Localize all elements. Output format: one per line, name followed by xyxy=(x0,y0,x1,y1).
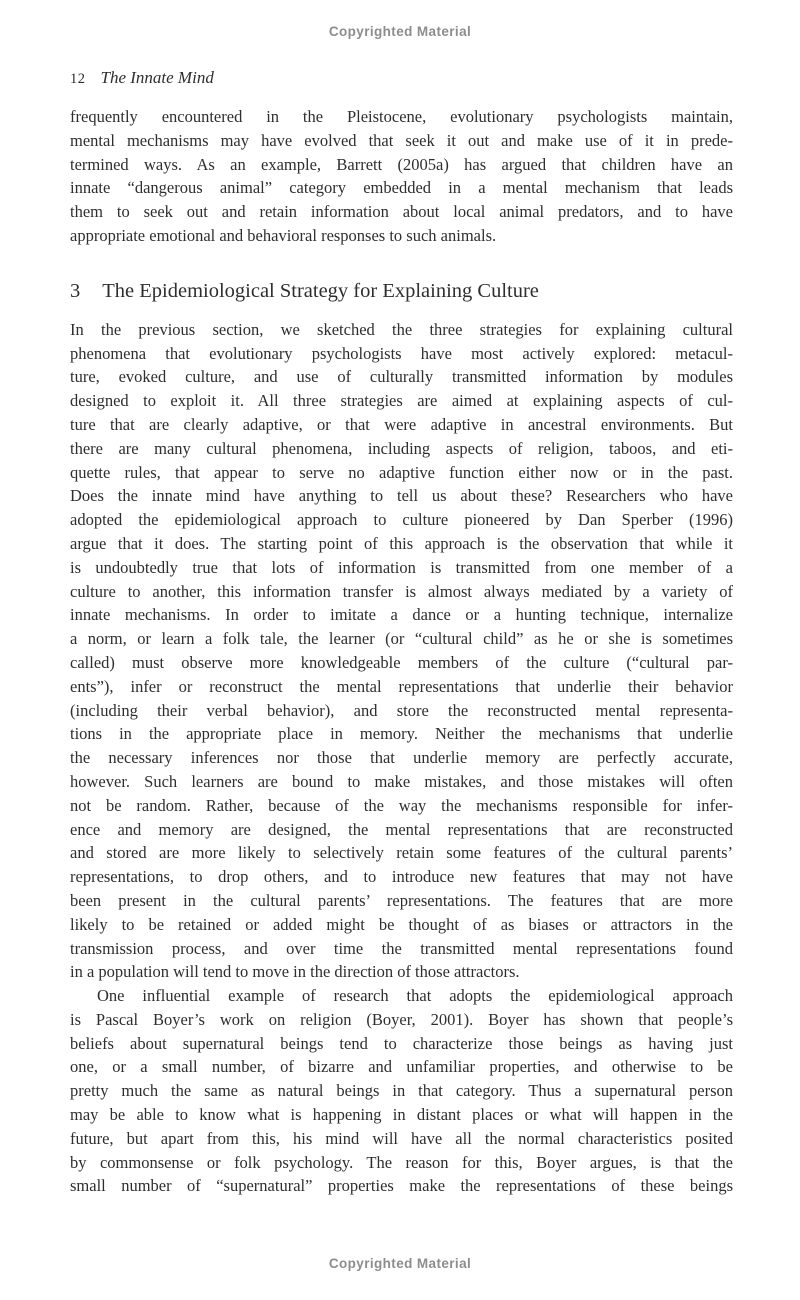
text-line: phenomena that evolutionary psychologists have most actively explored: metacul- xyxy=(70,343,733,363)
text-line: a norm, or learn a folk tale, the learner (or “cultural child” as he or she is sometimes xyxy=(70,629,733,649)
text-line: representations, to drop others, and to introduce new features that may not have xyxy=(70,867,733,887)
text-line: argue that it does. The starting point of this approach is the observation that while it xyxy=(70,533,733,553)
text-line: One influential example of research that adopts the epidemiological approach xyxy=(97,986,733,1006)
text-line: may be able to know what is happening in distant places or what will happen in the xyxy=(70,1105,733,1125)
text-line: beliefs about supernatural beings tend to characterize those beings as having just xyxy=(70,1033,733,1053)
paragraph-3 xyxy=(70,984,733,1198)
text-line: likely to be retained or added might be thought of as biases or attractors in the xyxy=(70,914,733,934)
section-title: The Epidemiological Strategy for Explaining Culture xyxy=(102,279,539,302)
paragraph-2 xyxy=(70,318,733,984)
text-line: pretty much the same as natural beings in that category. Thus a supernatural person xyxy=(70,1081,733,1101)
text-line: ence and memory are designed, the mental representations that are reconstructed xyxy=(70,819,733,839)
text-line: designed to exploit it. All three strategies are aimed at explaining aspects of cul- xyxy=(70,391,733,411)
text-line: called) must observe more knowledgeable members of the culture (“cultural par- xyxy=(70,652,733,672)
text-line: not be random. Rather, because of the way the mechanisms responsible for infer- xyxy=(70,795,733,815)
text-line: transmission process, and over time the transmitted mental representations found xyxy=(70,938,733,958)
text-line: culture to another, this information transfer is almost always mediated by a variety of xyxy=(70,581,733,601)
text-line: ents”), infer or reconstruct the mental representations that underlie their behavior xyxy=(70,676,733,696)
text-line: is Pascal Boyer’s work on religion (Boyer, 2001). Boyer has shown that people’s xyxy=(70,1009,733,1029)
text-line: in a population will tend to move in the direction of those attractors. xyxy=(70,962,520,982)
text-line: innate mechanisms. In order to imitate a dance or a hunting technique, internalize xyxy=(70,605,733,625)
text-line: future, but apart from this, his mind will have all the normal characteristics posited xyxy=(70,1128,733,1148)
text-line: ture that are clearly adaptive, or that were adaptive in ancestral environments. But xyxy=(70,414,733,434)
page-number: 12 xyxy=(70,71,86,87)
text-line: tions in the appropriate place in memory. Neither the mechanisms that underlie xyxy=(70,724,733,744)
section-heading xyxy=(70,276,733,306)
text-line: however. Such learners are bound to make mistakes, and those mistakes will often xyxy=(70,771,733,791)
text-line: one, or a small number, of bizarre and unfamiliar properties, and otherwise to be xyxy=(70,1057,733,1077)
text-line: mental mechanisms may have evolved that seek it out and make use of it in prede- xyxy=(70,130,733,150)
text-line: quette rules, that appear to serve no adaptive function either now or in the past. xyxy=(70,462,733,482)
copyright-watermark-top: Copyrighted Material xyxy=(328,24,472,39)
text-line: and stored are more likely to selectively retain some features of the cultural parents’ xyxy=(70,843,733,863)
text-line: Does the innate mind have anything to tell us about these? Researchers who have xyxy=(70,486,733,506)
text-line: (including their verbal behavior), and store the reconstructed mental representa- xyxy=(70,700,733,720)
running-header xyxy=(70,68,214,88)
text-line: frequently encountered in the Pleistocene, evolutionary psychologists maintain, xyxy=(70,107,733,126)
text-line: by commonsense or folk psychology. The reason for this, Boyer argues, is that the xyxy=(70,1152,733,1172)
text-line: ture, evoked culture, and use of culturally transmitted information by modules xyxy=(70,367,733,387)
section-number: 3 xyxy=(70,279,81,302)
running-title: The Innate Mind xyxy=(100,68,214,87)
text-line: the necessary inferences nor those that underlie memory are perfectly accurate, xyxy=(70,748,733,768)
page-body xyxy=(70,105,733,1198)
copyright-watermark-bottom: Copyrighted Material xyxy=(328,1256,472,1271)
text-line: innate “dangerous animal” category embedded in a mental mechanism that leads xyxy=(70,178,733,198)
text-line: is undoubtedly true that lots of information is transmitted from one member of a xyxy=(70,557,733,577)
text-line: termined ways. As an example, Barrett (2005a) has argued that children have an xyxy=(70,154,733,174)
text-line: them to seek out and retain information about local animal predators, and to have xyxy=(70,202,733,222)
text-line: adopted the epidemiological approach to culture pioneered by Dan Sperber (1996) xyxy=(70,510,733,530)
paragraph-1 xyxy=(70,105,733,248)
text-line: In the previous section, we sketched the three strategies for explaining cultural xyxy=(70,319,733,339)
text-line: been present in the cultural parents’ representations. The features that are more xyxy=(70,890,733,910)
text-line: small number of “supernatural” properties make the representations of these beings xyxy=(70,1176,733,1196)
text-line: there are many cultural phenomena, including aspects of religion, taboos, and eti- xyxy=(70,438,733,458)
text-line: appropriate emotional and behavioral responses to such animals. xyxy=(70,225,497,245)
